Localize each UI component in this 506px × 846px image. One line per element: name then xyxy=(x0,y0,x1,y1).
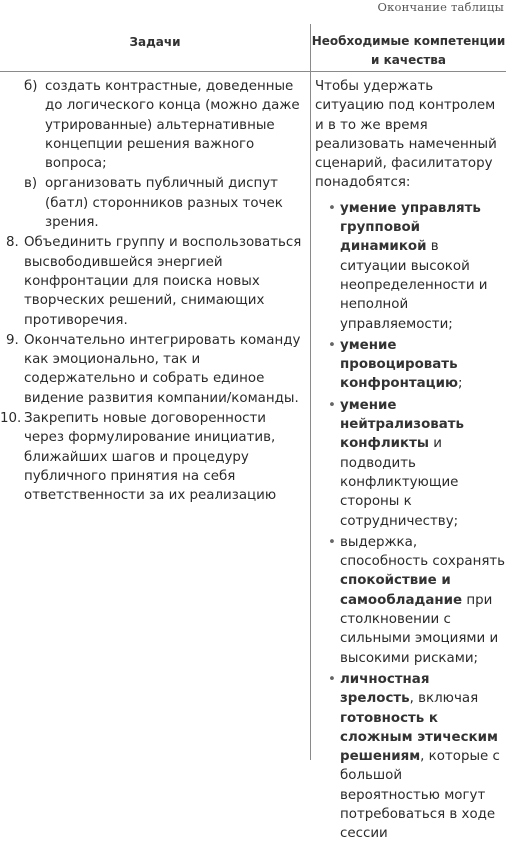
task-text: Объединить группу и воспользоваться высвободившейся энергией конфронтации для поиска новых творческих решений, снимающих противоречия. xyxy=(24,235,302,328)
tasks-column xyxy=(0,77,306,507)
competency-bold: личностная зрелость xyxy=(340,671,430,707)
bullet-icon: • xyxy=(328,671,336,687)
competency-table xyxy=(0,24,506,842)
header-divider xyxy=(0,71,506,72)
header-competencies-line1: Необходимые компетенции xyxy=(311,34,506,48)
task-number: 9. xyxy=(6,332,19,348)
task-item xyxy=(0,409,306,505)
competency-bold: спокойствие и самообладание xyxy=(340,573,463,608)
bullet-icon: • xyxy=(328,397,336,413)
competency-rest: ; xyxy=(458,376,463,392)
competency-text xyxy=(340,336,506,394)
competency-item xyxy=(315,533,506,668)
competency-item xyxy=(315,670,506,844)
bullet-icon: • xyxy=(328,200,336,216)
task-number: б) xyxy=(24,79,38,94)
competency-rest: , которые с большой вероятностью могут потребоваться в ходе сессии xyxy=(340,749,500,842)
task-number: в) xyxy=(24,176,38,192)
competency-bold: готовность к сложным этическим решениям xyxy=(340,710,498,765)
competencies-intro: Чтобы удержать ситуацию под контролем и в то же время реализовать намеченный сценарий, фасилитатору понадобятся: xyxy=(315,79,497,191)
competency-mid: , включая xyxy=(409,691,479,707)
task-text: организовать публичный диспут (батл) сторонников разных точек зрения. xyxy=(45,176,283,231)
competencies-column xyxy=(315,77,506,846)
competency-bold: умение нейтрализовать конфликты xyxy=(340,397,465,452)
task-number: 8. xyxy=(6,235,19,251)
competency-pre: выдержка, способность сохранять xyxy=(340,534,506,570)
task-item xyxy=(0,331,306,408)
competency-text xyxy=(340,533,506,668)
competency-text xyxy=(340,199,506,334)
task-item xyxy=(0,77,306,173)
competency-rest: при столкновении с сильными эмоциями и высокими рисками; xyxy=(340,592,499,666)
header-tasks: Задачи xyxy=(129,35,181,49)
competency-text xyxy=(340,670,506,844)
competency-item xyxy=(315,199,506,334)
competency-rest: в ситуации высокой неопределенности и неполной управляемости; xyxy=(340,239,488,332)
task-text: создать контрастные, доведенные до логического конца (можно даже утрированные) альтернативные концепции решения важного вопроса; xyxy=(45,79,300,172)
bullet-icon: • xyxy=(328,534,336,550)
task-text: Закрепить новые договоренности через формулирование инициатив, ближайших шагов и процедуру публичного принятия на себя ответственности за их реализацию xyxy=(24,411,277,504)
task-text: Окончательно интегрировать команду как эмоционально, так и содержательно и собрать единое видение развития компании/команды. xyxy=(24,332,301,406)
competency-item xyxy=(315,336,506,394)
header-competencies xyxy=(311,32,506,70)
column-divider xyxy=(310,24,311,760)
task-item xyxy=(0,174,306,232)
competency-item xyxy=(315,396,506,531)
header-competencies-line2: и качества xyxy=(371,53,446,67)
competency-bold: умение управлять групповой динамикой xyxy=(340,200,481,255)
task-number: 10. xyxy=(0,411,22,427)
task-item xyxy=(0,233,306,329)
competency-rest: и подводить конфликтующие стороны к сотрудничеству; xyxy=(340,436,459,529)
competency-text xyxy=(340,396,506,531)
bullet-icon: • xyxy=(328,337,336,353)
table-continuation-caption: Окончание таблицы xyxy=(377,0,504,14)
competency-bold: умение провоцировать конфронтацию xyxy=(340,337,458,392)
